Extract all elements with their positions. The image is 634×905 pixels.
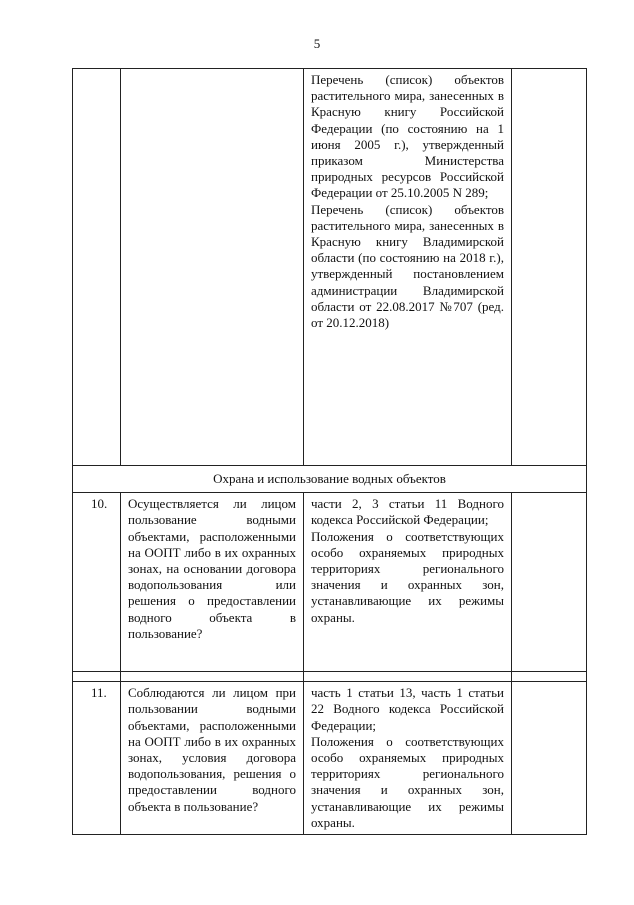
cell-note	[512, 682, 587, 835]
legal-basis-item: Перечень (список) объектов растительного мира, занесенных в Красную книгу Российской Федерации (по состоянию на 1 июня 2005 г.), утвержденный приказом Министерства природных ресурсов Российской Федерации от 25.10.2005 N 289;	[311, 72, 504, 201]
row-number: 10.	[73, 493, 121, 672]
section-title: Охрана и использование водных объектов	[73, 466, 587, 493]
legal-basis-item: части 2, 3 статьи 11 Водного кодекса Российской Федерации;	[311, 496, 504, 528]
row-number: 11.	[73, 682, 121, 835]
table-row-continued	[73, 69, 587, 466]
table-row-10	[73, 493, 587, 672]
requirements-table	[72, 68, 587, 835]
legal-basis-item: Перечень (список) объектов растительного мира, занесенных в Красную книгу Владимирской области (по состоянию на 2018 г.), утвержденный постановлением администрации Владимирской области от 22.08.2017 №707 (ред. от 20.12.2018)	[311, 201, 504, 331]
cell-note	[512, 493, 587, 672]
cell-question: Соблюдаются ли лицом при пользовании водными объектами, расположенными на ООПТ либо в их охранных зонах, условия договора водопользования, решения о предоставлении водного объекта в пользование?	[121, 682, 304, 835]
spacer-row	[73, 672, 587, 682]
table-row-11	[73, 682, 587, 835]
cell-legal-basis	[304, 682, 512, 835]
cell-legal-basis	[304, 493, 512, 672]
legal-basis-item: Положения о соответствующих особо охраняемых природных территориях регионального значения и охранных зон, устанавливающие их режимы охраны.	[311, 733, 504, 830]
cell-question: Осуществляется ли лицом пользование водными объектами, расположенными на ООПТ либо в их охранных зонах, на основании договора водопользования или решения о предоставлении водного объекта в пользование?	[121, 493, 304, 672]
page-number: 5	[313, 36, 321, 51]
legal-basis-item: Положения о соответствующих особо охраняемых природных территориях регионального значения и охранных зон, устанавливающие их режимы охраны.	[311, 528, 504, 625]
cell-note	[512, 69, 587, 466]
cell-legal-basis	[304, 69, 512, 466]
cell-question	[121, 69, 304, 466]
legal-basis-item: часть 1 статьи 13, часть 1 статьи 22 Водного кодекса Российской Федерации;	[311, 685, 504, 733]
section-header-row	[73, 466, 587, 493]
cell-number	[73, 69, 121, 466]
